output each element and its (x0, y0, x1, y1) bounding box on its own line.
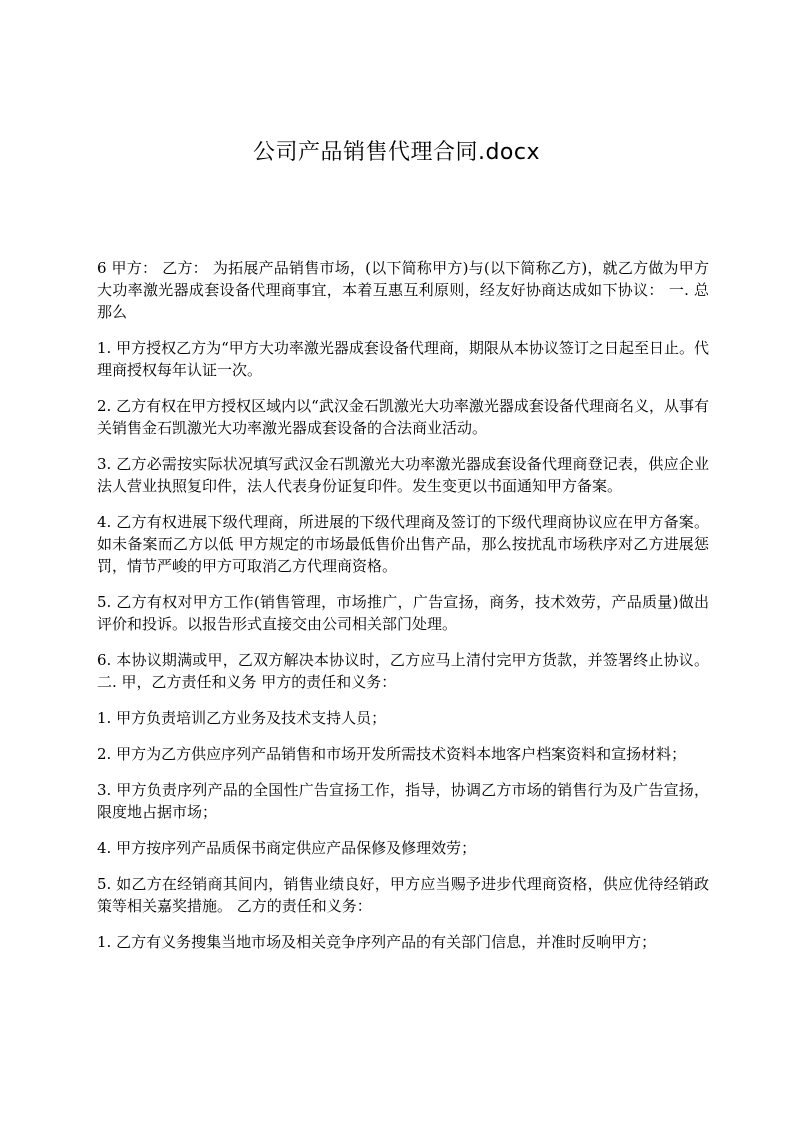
paragraph-general-1: 1. 甲方授权乙方为“甲方大功率激光器成套设备代理商，期限从本协议签订之日起至日止。代理商授权每年认证一次。 (97, 339, 709, 379)
paragraph-party-b-1: 1. 乙方有义务搜集当地市场及相关竞争序列产品的有关部门信息，并准时反响甲方； (97, 933, 657, 951)
paragraph-party-a-3: 3. 甲方负责序列产品的全国性广告宣扬工作，指导，协调乙方市场的销售行为及广告宣扬，限度地占据市场； (97, 781, 709, 821)
paragraph-general-5: 5. 乙方有权对甲方工作(销售管理，市场推广，广告宣扬，商务，技术效劳，产品质量)做出评价和投诉。以报告形式直接交由公司相关部门处理。 (97, 593, 709, 633)
paragraph-party-a-5: 5. 如乙方在经销商其间内，销售业绩良好，甲方应当赐予进步代理商资格，供应优待经销政策等相关嘉奖措施。 乙方的责任和义务： (97, 875, 709, 915)
paragraph-general-3: 3. 乙方必需按实际状况填写武汉金石凯激光大功率激光器成套设备代理商登记表，供应企业法人营业执照复印件，法人代表身份证复印件。发生变更以书面通知甲方备案。 (97, 455, 709, 495)
paragraph-general-2: 2. 乙方有权在甲方授权区域内以“武汉金石凯激光大功率激光器成套设备代理商名义，从事有关销售金石凯激光大功率激光器成套设备的合法商业活动。 (97, 397, 709, 437)
paragraph-general-6: 6. 本协议期满或甲，乙双方解决本协议时，乙方应马上清付完甲方货款，并签署终止协议。 二. 甲，乙方责任和义务 甲方的责任和义务： (97, 651, 709, 691)
paragraph-intro: 6 甲方： 乙方： 为拓展产品销售市场，(以下简称甲方)与(以下简称乙方)，就乙方做为甲方大功率激光器成套设备代理商事宜，本着互惠互利原则，经友好协商达成如下协议： 一. 总那么 (97, 259, 709, 321)
document-body (97, 257, 709, 967)
document-title: 公司产品销售代理合同.docx (252, 140, 541, 165)
paragraph-party-a-1: 1. 甲方负责培训乙方业务及技术支持人员； (97, 709, 387, 727)
paragraph-general-4: 4. 乙方有权进展下级代理商，所进展的下级代理商及签订的下级代理商协议应在甲方备案。如未备案而乙方以低 甲方规定的市场最低售价出售产品，那么按扰乱市场秩序对乙方进展惩罚，情节严峻的甲方可取消乙方代理商资格。 (97, 513, 709, 575)
paragraph-party-a-2: 2. 甲方为乙方供应序列产品销售和市场开发所需技术资料本地客户档案资料和宣扬材料； (97, 745, 687, 763)
paragraph-party-a-4: 4. 甲方按序列产品质保书商定供应产品保修及修理效劳； (97, 839, 477, 857)
